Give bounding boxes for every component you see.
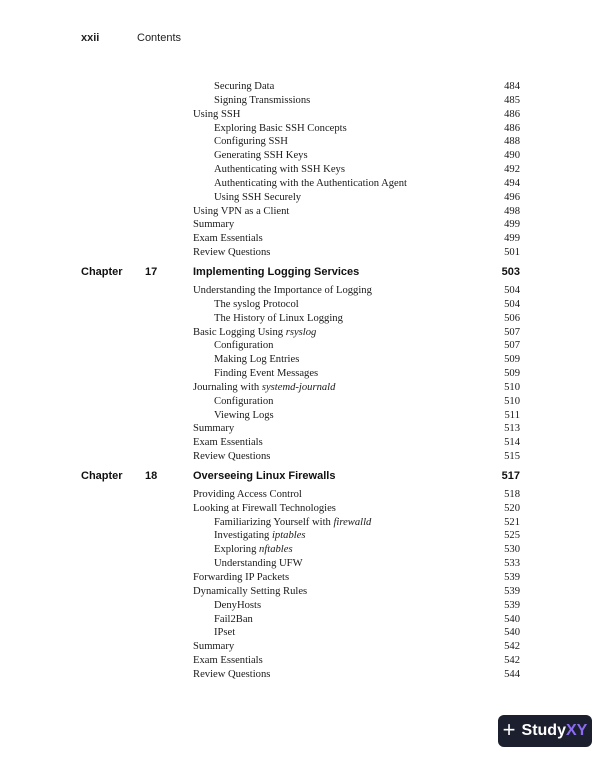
- toc-entry-title: [214, 409, 274, 423]
- toc-entry-page: 539: [504, 572, 520, 583]
- toc-entry-page: 486: [504, 122, 520, 134]
- toc-entry-title: [214, 599, 261, 613]
- toc-entry: [0, 108, 612, 122]
- chapter-heading: [0, 467, 612, 485]
- toc-entry-title: [214, 149, 308, 163]
- toc-entry: [0, 502, 612, 516]
- toc-entry-title: [214, 298, 299, 312]
- toc-entry-page: 544: [504, 668, 520, 680]
- chapter-page: 503: [501, 265, 520, 278]
- toc-entry-page: 496: [504, 191, 520, 203]
- toc-entry-text: Using VPN as a Client: [193, 205, 290, 217]
- toc-entry-text: Forwarding IP Packets: [193, 572, 290, 583]
- toc-entry: [0, 122, 612, 136]
- toc-entry: [0, 585, 612, 599]
- toc-entry-title: [214, 613, 253, 627]
- toc-entry-text: Using SSH Securely: [214, 191, 302, 203]
- toc-entry: [0, 177, 612, 191]
- toc-entry-text: DenyHosts: [214, 599, 262, 611]
- toc-entry-title: [193, 381, 335, 395]
- toc-entry: [0, 395, 612, 409]
- toc-entry: [0, 94, 612, 108]
- toc-entry-page: 520: [504, 502, 520, 514]
- toc-entry-title: [214, 163, 345, 177]
- toc-entry-text: Exploring: [214, 544, 260, 556]
- toc-entry-title: [214, 529, 306, 543]
- toc-entry-text: Finding Event Messages: [214, 368, 319, 380]
- toc-entry-title: [214, 135, 288, 149]
- toc-entry: [0, 599, 612, 613]
- toc-entry-text: Viewing Logs: [214, 409, 274, 421]
- toc-entry-title: [193, 640, 234, 654]
- toc-entry-italic: systemd-journald: [261, 381, 336, 393]
- toc-entry-title: [193, 205, 289, 219]
- toc-entry: [0, 654, 612, 668]
- toc-entry-text: Fail2Ban: [214, 613, 253, 625]
- toc-entry: [0, 409, 612, 423]
- running-head-title: Contents: [137, 32, 182, 44]
- toc-entry-title: [214, 626, 235, 640]
- toc-entry-title: [193, 668, 270, 682]
- toc-entry: [0, 529, 612, 543]
- toc-entry-text: Exam Essentials: [193, 655, 263, 667]
- toc-entry: [0, 668, 612, 682]
- toc-entry-page: 506: [504, 312, 520, 324]
- toc-entry-title: [214, 191, 301, 205]
- plus-icon: +: [502, 717, 516, 742]
- toc-entry-title: [214, 94, 310, 108]
- toc-entry-text: Configuration: [214, 340, 274, 352]
- toc-entry-text: Exploring Basic SSH Concepts: [214, 122, 347, 134]
- toc-entry: [0, 149, 612, 163]
- toc-entry: [0, 312, 612, 326]
- toc-entry-page: 488: [504, 136, 520, 148]
- toc-entry: [0, 450, 612, 464]
- toc-entry: [0, 381, 612, 395]
- toc-entry-text: Exam Essentials: [193, 437, 263, 449]
- toc-entry-page: 510: [504, 395, 520, 407]
- toc-entry-text: Review Questions: [193, 451, 271, 463]
- toc-entry-title: [214, 177, 407, 191]
- toc-entry: [0, 422, 612, 436]
- toc-entry: [0, 516, 612, 530]
- toc-entry-title: [214, 312, 343, 326]
- toc-entry-page: 504: [504, 284, 520, 296]
- toc-entry-text: Summary: [193, 423, 235, 435]
- toc-entry-page: 494: [504, 177, 520, 189]
- toc-entry-text: Investigating: [214, 530, 272, 542]
- toc-entry-text: The History of Linux Logging: [214, 312, 343, 324]
- toc-entry-text: Understanding the Importance of Logging: [193, 284, 372, 296]
- watermark-brand-main: Study: [521, 722, 566, 739]
- toc-entry-italic: nftables: [259, 544, 293, 556]
- toc-entry-page: 540: [504, 613, 520, 625]
- toc-entry-page: 484: [504, 81, 520, 92]
- toc-entry-text: IPset: [214, 627, 236, 639]
- toc-entry-italic: rsyslog: [285, 326, 317, 338]
- chapter-heading: [0, 263, 612, 281]
- toc-entry-title: [214, 395, 273, 409]
- toc-entry-page: 518: [504, 488, 520, 500]
- toc-entry-text: Using SSH: [193, 108, 241, 120]
- toc-entry-text: The syslog Protocol: [214, 298, 299, 310]
- toc-entry-page: 542: [504, 641, 520, 653]
- toc-entry-italic: firewalld: [333, 516, 372, 528]
- toc-entry-title: [214, 367, 318, 381]
- toc-entry-page: 540: [504, 627, 520, 639]
- toc-entry-italic: iptables: [271, 530, 306, 542]
- toc-entry-text: Basic Logging Using: [193, 326, 286, 338]
- toc-entry-title: [193, 436, 263, 450]
- toc-entry-text: Making Log Entries: [214, 354, 300, 366]
- toc-entry-page: 515: [504, 451, 520, 463]
- toc-entry-page: 486: [504, 108, 520, 120]
- watermark-brand-accent: XY: [565, 722, 588, 739]
- studyxy-watermark: [498, 715, 592, 747]
- toc-entry-title: [193, 108, 240, 122]
- toc-entry: [0, 298, 612, 312]
- toc-entry: [0, 80, 612, 94]
- toc-entry-text: Review Questions: [193, 247, 271, 259]
- toc-entry-page: 509: [504, 368, 520, 380]
- toc-entry-title: [193, 218, 234, 232]
- toc-entry-title: [214, 339, 273, 353]
- toc-entry-text: Understanding UFW: [214, 558, 303, 570]
- toc-entry-text: Authenticating with the Authentication Agent: [214, 177, 408, 189]
- toc-entry-text: Summary: [193, 641, 235, 653]
- toc-entry-page: 521: [504, 516, 520, 528]
- toc-entry-title: [193, 450, 270, 464]
- running-head: [81, 32, 181, 46]
- toc-entry-title: [214, 80, 274, 94]
- toc-entry-page: 510: [504, 381, 520, 393]
- toc-entry-title: [193, 502, 336, 516]
- chapter-number: 18: [145, 469, 158, 482]
- chapter-number: 17: [145, 265, 158, 278]
- toc-entry: [0, 339, 612, 353]
- toc-entry-text: Review Questions: [193, 668, 271, 680]
- toc-entry-text: Configuring SSH: [214, 136, 288, 148]
- toc-entry: [0, 163, 612, 177]
- toc-entry-title: [193, 232, 263, 246]
- chapter-title: Overseeing Linux Firewalls: [193, 469, 336, 482]
- toc-entry-page: 507: [504, 326, 520, 338]
- toc-entry-title: [214, 122, 347, 136]
- toc-entry-title: [214, 353, 299, 367]
- toc-entry: [0, 284, 612, 298]
- toc-entry: [0, 326, 612, 340]
- toc-entry-title: [214, 516, 371, 530]
- toc-entry-text: Configuration: [214, 395, 274, 407]
- toc-entry-title: [193, 488, 302, 502]
- toc-entry-page: 525: [504, 530, 520, 542]
- toc-entry: [0, 626, 612, 640]
- toc-entry: [0, 191, 612, 205]
- toc-entry: [0, 367, 612, 381]
- chapter-title: Implementing Logging Services: [193, 265, 360, 278]
- toc-entry-text: Securing Data: [214, 81, 275, 92]
- toc-entry-page: 509: [504, 354, 520, 366]
- toc-entry: [0, 488, 612, 502]
- table-of-contents: [0, 80, 612, 682]
- toc-entry: [0, 640, 612, 654]
- watermark-text: [522, 722, 588, 740]
- toc-entry-text: Dynamically Setting Rules: [193, 585, 308, 597]
- toc-entry: [0, 246, 612, 260]
- toc-entry-text: Authenticating with SSH Keys: [214, 164, 345, 176]
- toc-entry: [0, 436, 612, 450]
- toc-entry-title: [193, 326, 316, 340]
- toc-entry-text: Looking at Firewall Technologies: [193, 502, 336, 514]
- toc-entry-text: Generating SSH Keys: [214, 150, 308, 162]
- toc-entry-page: 542: [504, 655, 520, 667]
- toc-entry-title: [193, 654, 263, 668]
- toc-entry: [0, 613, 612, 627]
- toc-entry-page: 511: [504, 409, 520, 421]
- toc-entry: [0, 557, 612, 571]
- toc-entry: [0, 353, 612, 367]
- toc-entry: [0, 205, 612, 219]
- toc-entry-page: 492: [504, 164, 520, 176]
- toc-entry-page: 499: [504, 233, 520, 245]
- toc-entry-page: 513: [504, 423, 520, 435]
- toc-entry-title: [193, 422, 234, 436]
- toc-entry-page: 499: [504, 219, 520, 231]
- toc-entry: [0, 232, 612, 246]
- toc-entry-title: [193, 585, 307, 599]
- toc-entry-page: 498: [504, 205, 520, 217]
- toc-entry-text: Exam Essentials: [193, 233, 263, 245]
- toc-entry: [0, 218, 612, 232]
- toc-entry-page: 504: [504, 298, 520, 310]
- toc-entry-text: Providing Access Control: [193, 488, 302, 500]
- toc-entry-page: 485: [504, 94, 520, 106]
- toc-entry-text: Summary: [193, 219, 235, 231]
- page-number: xxii: [81, 32, 100, 44]
- toc-entry-text: Signing Transmissions: [214, 94, 311, 106]
- toc-entry-page: 539: [504, 585, 520, 597]
- toc-entry-title: [214, 543, 293, 557]
- toc-entry-title: [193, 284, 372, 298]
- toc-entry-page: 514: [504, 437, 520, 449]
- chapter-label: Chapter: [81, 469, 123, 482]
- toc-entry-page: 490: [504, 150, 520, 162]
- toc-entry-page: 501: [504, 247, 520, 259]
- toc-entry: [0, 571, 612, 585]
- toc-entry-page: 539: [504, 599, 520, 611]
- toc-entry-text: Familiarizing Yourself with: [214, 516, 334, 528]
- toc-entry-title: [193, 571, 289, 585]
- toc-entry-title: [193, 246, 270, 260]
- toc-entry: [0, 135, 612, 149]
- toc-entry: [0, 543, 612, 557]
- chapter-page: 517: [501, 469, 520, 482]
- toc-entry-page: 507: [504, 340, 520, 352]
- toc-entry-page: 530: [504, 544, 520, 556]
- chapter-label: Chapter: [81, 265, 123, 278]
- toc-entry-title: [214, 557, 303, 571]
- toc-entry-text: Journaling with: [193, 381, 262, 393]
- toc-entry-page: 533: [504, 558, 520, 570]
